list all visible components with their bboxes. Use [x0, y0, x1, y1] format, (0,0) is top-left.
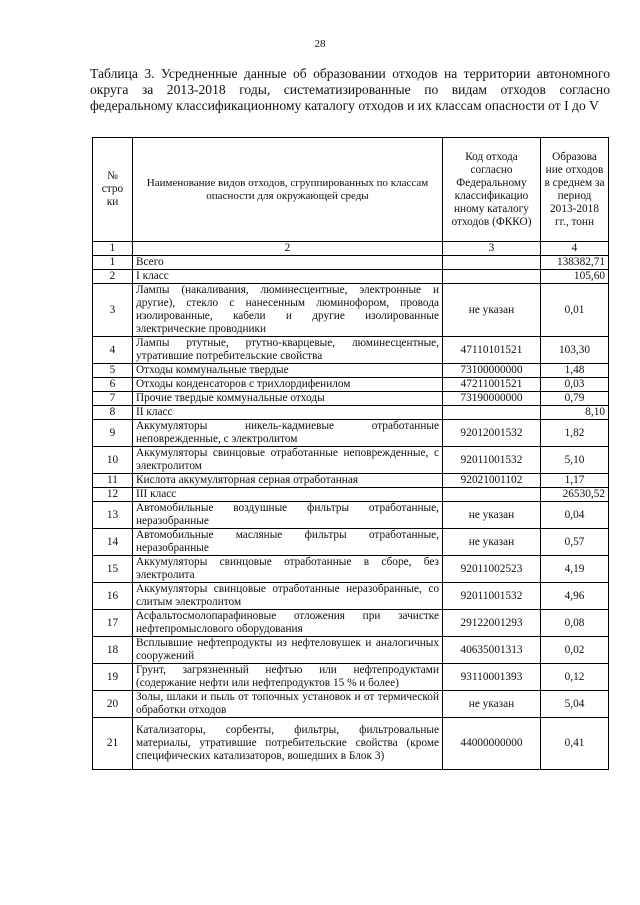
- table-row: [93, 474, 609, 488]
- header-fkko-code: Код отхода согласно Федеральному классификацио нному каталогу отходов (ФККО): [443, 138, 541, 242]
- waste-amount: 0,03: [541, 378, 609, 392]
- table-row: [93, 556, 609, 583]
- waste-amount: 0,04: [541, 502, 609, 529]
- row-number: 10: [93, 447, 133, 474]
- fkko-code: 73190000000: [443, 392, 541, 406]
- waste-name: Всего: [133, 256, 443, 270]
- fkko-code: 47211001521: [443, 378, 541, 392]
- fkko-code: 92011001532: [443, 583, 541, 610]
- column-index: 3: [443, 242, 541, 256]
- fkko-code: 47110101521: [443, 337, 541, 364]
- waste-amount: 0,79: [541, 392, 609, 406]
- waste-amount: 1,17: [541, 474, 609, 488]
- row-number: 18: [93, 637, 133, 664]
- fkko-code: не указан: [443, 502, 541, 529]
- fkko-code: 92011001532: [443, 447, 541, 474]
- row-number: 7: [93, 392, 133, 406]
- row-number: 9: [93, 420, 133, 447]
- fkko-code: [443, 488, 541, 502]
- waste-name: Кислота аккумуляторная серная отработанная: [133, 474, 443, 488]
- row-number: 14: [93, 529, 133, 556]
- row-number: 8: [93, 406, 133, 420]
- fkko-code: 93110001393: [443, 664, 541, 691]
- waste-name: I класс: [133, 270, 443, 284]
- fkko-code: [443, 406, 541, 420]
- waste-amount: 4,19: [541, 556, 609, 583]
- waste-amount: 5,04: [541, 691, 609, 718]
- waste-table: [92, 137, 609, 770]
- table-row: [93, 529, 609, 556]
- row-number: 6: [93, 378, 133, 392]
- header-waste-amount: Образова ние отходов в среднем за период 2013-2018 гг., тонн: [541, 138, 609, 242]
- waste-name: Грунт, загрязненный нефтью или нефтепродуктами (содержание нефти или нефтепродуктов 15 % и более): [133, 664, 443, 691]
- row-number: 3: [93, 284, 133, 337]
- row-number: 20: [93, 691, 133, 718]
- waste-amount: 1,48: [541, 364, 609, 378]
- waste-name: Автомобильные воздушные фильтры отработанные, неразобранные: [133, 502, 443, 529]
- waste-amount: 5,10: [541, 447, 609, 474]
- waste-amount: 0,41: [541, 718, 609, 770]
- column-index: 2: [133, 242, 443, 256]
- waste-name: Аккумуляторы свинцовые отработанные неразобранные, со слитым электролитом: [133, 583, 443, 610]
- waste-amount: 8,10: [541, 406, 609, 420]
- table-row: [93, 583, 609, 610]
- waste-amount: 0,08: [541, 610, 609, 637]
- table-row: [93, 664, 609, 691]
- table-row: [93, 502, 609, 529]
- table-body: [93, 256, 609, 770]
- fkko-code: 40635001313: [443, 637, 541, 664]
- waste-name: Отходы коммунальные твердые: [133, 364, 443, 378]
- fkko-code: 73100000000: [443, 364, 541, 378]
- fkko-code: 92011002523: [443, 556, 541, 583]
- waste-amount: 0,01: [541, 284, 609, 337]
- waste-amount: 103,30: [541, 337, 609, 364]
- waste-name: Асфальтосмолопарафиновые отложения при зачистке нефтепромыслового оборудования: [133, 610, 443, 637]
- table-row: [93, 378, 609, 392]
- table-row: [93, 447, 609, 474]
- row-number: 5: [93, 364, 133, 378]
- waste-name: Прочие твердые коммунальные отходы: [133, 392, 443, 406]
- fkko-code: не указан: [443, 284, 541, 337]
- waste-amount: 4,96: [541, 583, 609, 610]
- row-number: 13: [93, 502, 133, 529]
- waste-amount: 0,57: [541, 529, 609, 556]
- table-row: [93, 392, 609, 406]
- table-row: [93, 718, 609, 770]
- waste-name: Аккумуляторы никель-кадмиевые отработанные неповрежденные, с электролитом: [133, 420, 443, 447]
- waste-name: Лампы (накаливания, люминесцентные, электронные и другие), стекло с нанесенным люминофором, провода изолированные, кабели и другие изолированные электрические проводники: [133, 284, 443, 337]
- waste-amount: 0,12: [541, 664, 609, 691]
- table-row: [93, 637, 609, 664]
- fkko-code: 92012001532: [443, 420, 541, 447]
- waste-name: Всплывшие нефтепродукты из нефтеловушек и аналогичных сооружений: [133, 637, 443, 664]
- waste-amount: 0,02: [541, 637, 609, 664]
- fkko-code: не указан: [443, 691, 541, 718]
- row-number: 21: [93, 718, 133, 770]
- header-waste-name: Наименование видов отходов, сгруппированных по классам опасности для окружающей среды: [133, 138, 443, 242]
- waste-name: Отходы конденсаторов с трихлордифенилом: [133, 378, 443, 392]
- table-row: [93, 406, 609, 420]
- table-row: [93, 284, 609, 337]
- fkko-code: [443, 256, 541, 270]
- table-row: [93, 488, 609, 502]
- table-row: [93, 337, 609, 364]
- waste-name: Автомобильные масляные фильтры отработанные, неразобранные: [133, 529, 443, 556]
- row-number: 19: [93, 664, 133, 691]
- waste-name: II класс: [133, 406, 443, 420]
- fkko-code: 92021001102: [443, 474, 541, 488]
- fkko-code: не указан: [443, 529, 541, 556]
- waste-name: Аккумуляторы свинцовые отработанные в сборе, без электролита: [133, 556, 443, 583]
- row-number: 15: [93, 556, 133, 583]
- waste-name: Аккумуляторы свинцовые отработанные неповрежденные, с электролитом: [133, 447, 443, 474]
- waste-name: Золы, шлаки и пыль от топочных установок и от термической обработки отходов: [133, 691, 443, 718]
- row-number: 4: [93, 337, 133, 364]
- table-row: [93, 256, 609, 270]
- row-number: 12: [93, 488, 133, 502]
- row-number: 17: [93, 610, 133, 637]
- column-index: 4: [541, 242, 609, 256]
- column-index-row: [93, 242, 609, 256]
- waste-amount: 26530,52: [541, 488, 609, 502]
- waste-amount: 1,82: [541, 420, 609, 447]
- row-number: 11: [93, 474, 133, 488]
- table-row: [93, 610, 609, 637]
- row-number: 1: [93, 256, 133, 270]
- waste-name: Лампы ртутные, ртутно-кварцевые, люминесцентные, утратившие потребительские свойства: [133, 337, 443, 364]
- fkko-code: [443, 270, 541, 284]
- row-number: 16: [93, 583, 133, 610]
- table-caption: Таблица 3. Усредненные данные об образовании отходов на территории автономного округа за 2013-2018 годы, систематизированные по видам отходов согласно федеральному классификационному каталогу отходов и их классам опасности от I до V: [90, 66, 610, 113]
- table-header: [93, 138, 609, 256]
- waste-amount: 105,60: [541, 270, 609, 284]
- waste-name: III класс: [133, 488, 443, 502]
- fkko-code: 29122001293: [443, 610, 541, 637]
- table-row: [93, 270, 609, 284]
- table-row: [93, 691, 609, 718]
- waste-name: Катализаторы, сорбенты, фильтры, фильтровальные материалы, утратившие потребительские свойства (кроме специфических катализаторов, вошедших в Блок 3): [133, 718, 443, 770]
- row-number: 2: [93, 270, 133, 284]
- header-row-number: № стро ки: [93, 138, 133, 242]
- table-row: [93, 420, 609, 447]
- fkko-code: 44000000000: [443, 718, 541, 770]
- column-index: 1: [93, 242, 133, 256]
- waste-amount: 138382,71: [541, 256, 609, 270]
- page-number: 28: [314, 38, 326, 50]
- table-row: [93, 364, 609, 378]
